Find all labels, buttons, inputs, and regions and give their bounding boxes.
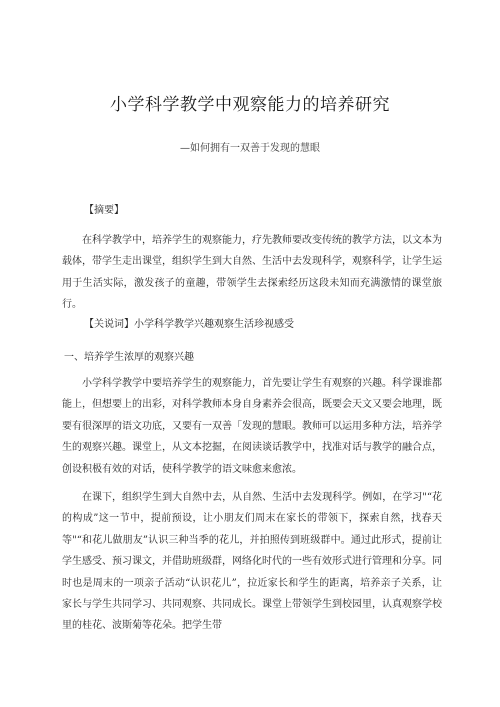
section-heading: 一、培养学生浓厚的观察兴趣 <box>64 352 194 363</box>
body-paragraph-1: 小学科学教学中要培养学生的观察能力，首先要让学生有观察的兴趣。科学课谁都能上，但想要上的出彩，对科学教师本身自身素养会很高，既要会天文又要会地理，既要有很深厚的语文功底，又要有一双善「发现的慧眼。教师可以运用多种方法，培养学生的观察兴趣。课堂上，从文本挖掘，在阅读谈话教学中，找准对话与教学的融合点，创设积极有效的对话，使科学教学的语文味愈来愈浓。 <box>62 378 442 475</box>
keywords-line: 【关说词】小学科学教学兴趣观察生活珍视感受 <box>84 319 294 330</box>
abstract-label: 【摘要】 <box>84 205 124 216</box>
page-title: 小学科学教学中观察能力的培养研究 <box>110 95 390 115</box>
body-paragraph-2: 在课下，组织学生到大自然中去，从自然、生活中去发现科学。例如，在学习"“花的构成”这一节中，提前预设，让小朋友们周末在家长的带领下，探索自然，找春天等"“和花儿做朋友”认识三种当季的花儿，并拍照传到班级群中。通过此形式，提前让学生感受、预习课文，并借助班级群，网络化时代的一些有效形式进行管理和分享。同时也是周末的一项亲子活动“认识花儿”，拉近家长和学生的距离，培养亲子关系，让家长与学生共同学习、共同观察、共同成长。课堂上带领学生到校园里，认真观察学校里的桂花、波斯菊等花朵。把学生带 <box>62 492 442 632</box>
page-subtitle: —如何拥有一双善于发现的慧眼 <box>180 143 320 154</box>
abstract-paragraph: 在科学教学中，培养学生的观察能力，疗先教师要改变传统的教学方法，以文本为载体，带学生走出课堂，组织学生到大自然、生活中去发现科学，观察科学，让学生运用于生活实际，激发孩子的童趣，带领学生去探索经历这段未知而充满激情的课堂旅行。 <box>62 235 442 311</box>
